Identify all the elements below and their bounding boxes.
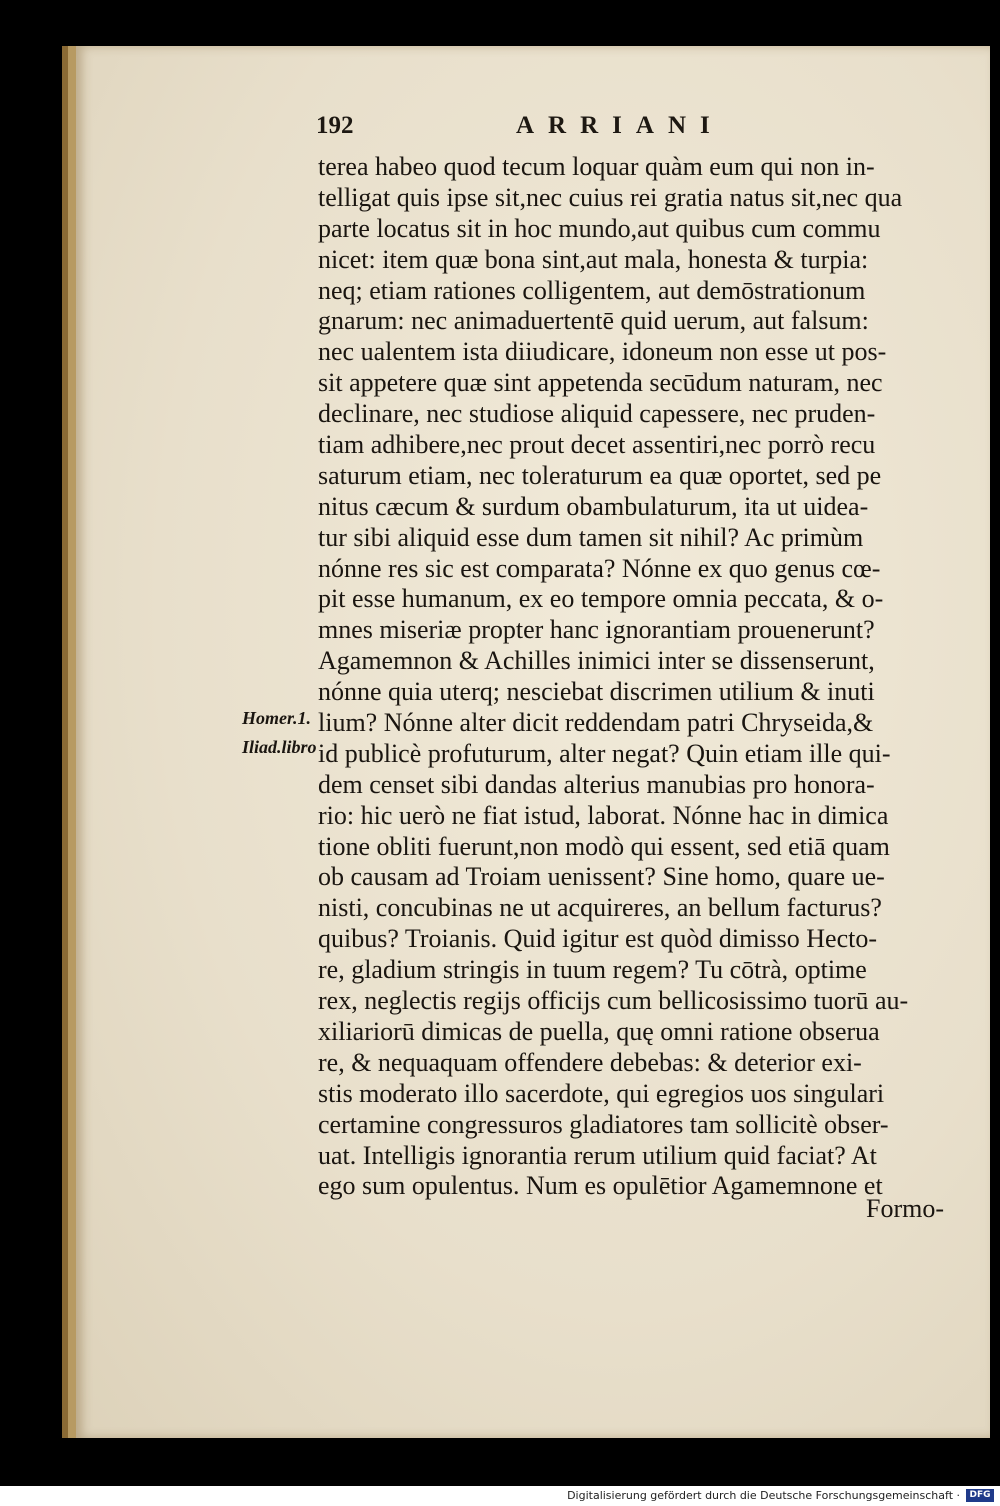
text-line: quibus? Troianis. Quid igitur est quòd dimisso Hecto-: [318, 924, 877, 954]
text-line: dem censet sibi dandas alterius manubias pro honora-: [318, 769, 875, 799]
text-line: re, & nequaquam offendere debebas: & deterior exi-: [318, 1047, 862, 1077]
text-line: neq; etiam rationes colligentem, aut demōstrationum: [318, 275, 866, 305]
text-line: re, gladium stringis in tuum regem? Tu cōtrà, optime: [318, 955, 867, 985]
text-line: Agamemnon & Achilles inimici inter se dissenserunt,: [318, 646, 875, 676]
text-line: ob causam ad Troiam uenissent? Sine homo, quare ue-: [318, 862, 885, 892]
footer-bar: [0, 1486, 1000, 1506]
text-line: nec ualentem ista diiudicare, idoneum non esse ut pos-: [318, 337, 887, 367]
text-line: id publicè profuturum, alter negat? Quin etiam ille qui-: [318, 738, 891, 768]
margin-note-line: Homer.1.: [242, 708, 312, 728]
text-line: stis moderato illo sacerdote, qui egregios uos singulari: [318, 1078, 885, 1108]
text-line: sit appetere quæ sint appetenda secūdum naturam, nec: [318, 368, 883, 398]
text-line: mnes miseriæ propter hanc ignorantiam prouenerunt?: [318, 615, 875, 645]
text-line: nitus cæcum & surdum obambulaturum, ita ut uidea-: [318, 491, 869, 521]
text-line: nónne res sic est comparata? Nónne ex quo genus cœ-: [318, 553, 881, 583]
page-header: [316, 112, 966, 142]
text-line: xiliariorū dimicas de puella, quę omni ratione obserua: [318, 1016, 880, 1046]
dfg-logo: DFG: [966, 1489, 994, 1502]
page-binding-edge: [62, 46, 68, 1438]
text-line: gnarum: nec animaduertentē quid uerum, aut falsum:: [318, 306, 869, 336]
funding-credit: Digitalisierung gefördert durch die Deutsche Forschungsgemeinschaft ·: [567, 1489, 960, 1502]
text-line: tione obliti fuerunt,non modò qui essent, sed etiā quam: [318, 831, 890, 861]
text-line: rio: hic uerò ne fiat istud, laborat. Nónne hac in dimica: [318, 800, 889, 830]
body-text: [318, 152, 948, 1202]
running-title: ARRIANI: [516, 112, 724, 139]
text-line: tiam adhibere,nec prout decet assentiri,nec porrò recu: [318, 430, 876, 460]
text-line: nisti, concubinas ne ut acquireres, an bellum facturus?: [318, 893, 882, 923]
text-line: lium? Nónne alter dicit reddendam patri Chryseida,&: [318, 708, 874, 738]
text-line: telligat quis ipse sit,nec cuius rei gratia natus sit,nec qua: [318, 182, 903, 212]
text-line: uat. Intelligis ignorantia rerum utilium quid faciat? At: [318, 1140, 877, 1170]
text-line: nicet: item quæ bona sint,aut mala, honesta & turpia:: [318, 244, 869, 274]
text-line: pit esse humanum, ex eo tempore omnia peccata, & o-: [318, 584, 884, 614]
text-line: terea habeo quod tecum loquar quàm eum qui non in-: [318, 152, 875, 181]
text-line: nónne quia uterq; nesciebat discrimen utilium & inuti: [318, 677, 875, 707]
text-line: certamine congressuros gladiatores tam sollicitè obser-: [318, 1109, 889, 1139]
catchword: Formo-: [866, 1194, 944, 1223]
margin-note-line: Iliad.libro: [242, 737, 317, 757]
page-number: 192: [316, 112, 354, 139]
text-line: ego sum opulentus. Num es opulētior Agamemnone et: [318, 1171, 883, 1201]
text-line: tur sibi aliquid esse dum tamen sit nihil? Ac primùm: [318, 522, 864, 552]
text-line: declinare, nec studiose aliquid capessere, nec pruden-: [318, 399, 876, 429]
margin-note: [242, 704, 322, 762]
text-line: parte locatus sit in hoc mundo,aut quibus cum commu: [318, 213, 881, 243]
text-line: rex, neglectis regijs officijs cum bellicosissimo tuorū au-: [318, 986, 909, 1016]
text-line: saturum etiam, nec toleraturum ea quæ oportet, sed pe: [318, 460, 882, 490]
